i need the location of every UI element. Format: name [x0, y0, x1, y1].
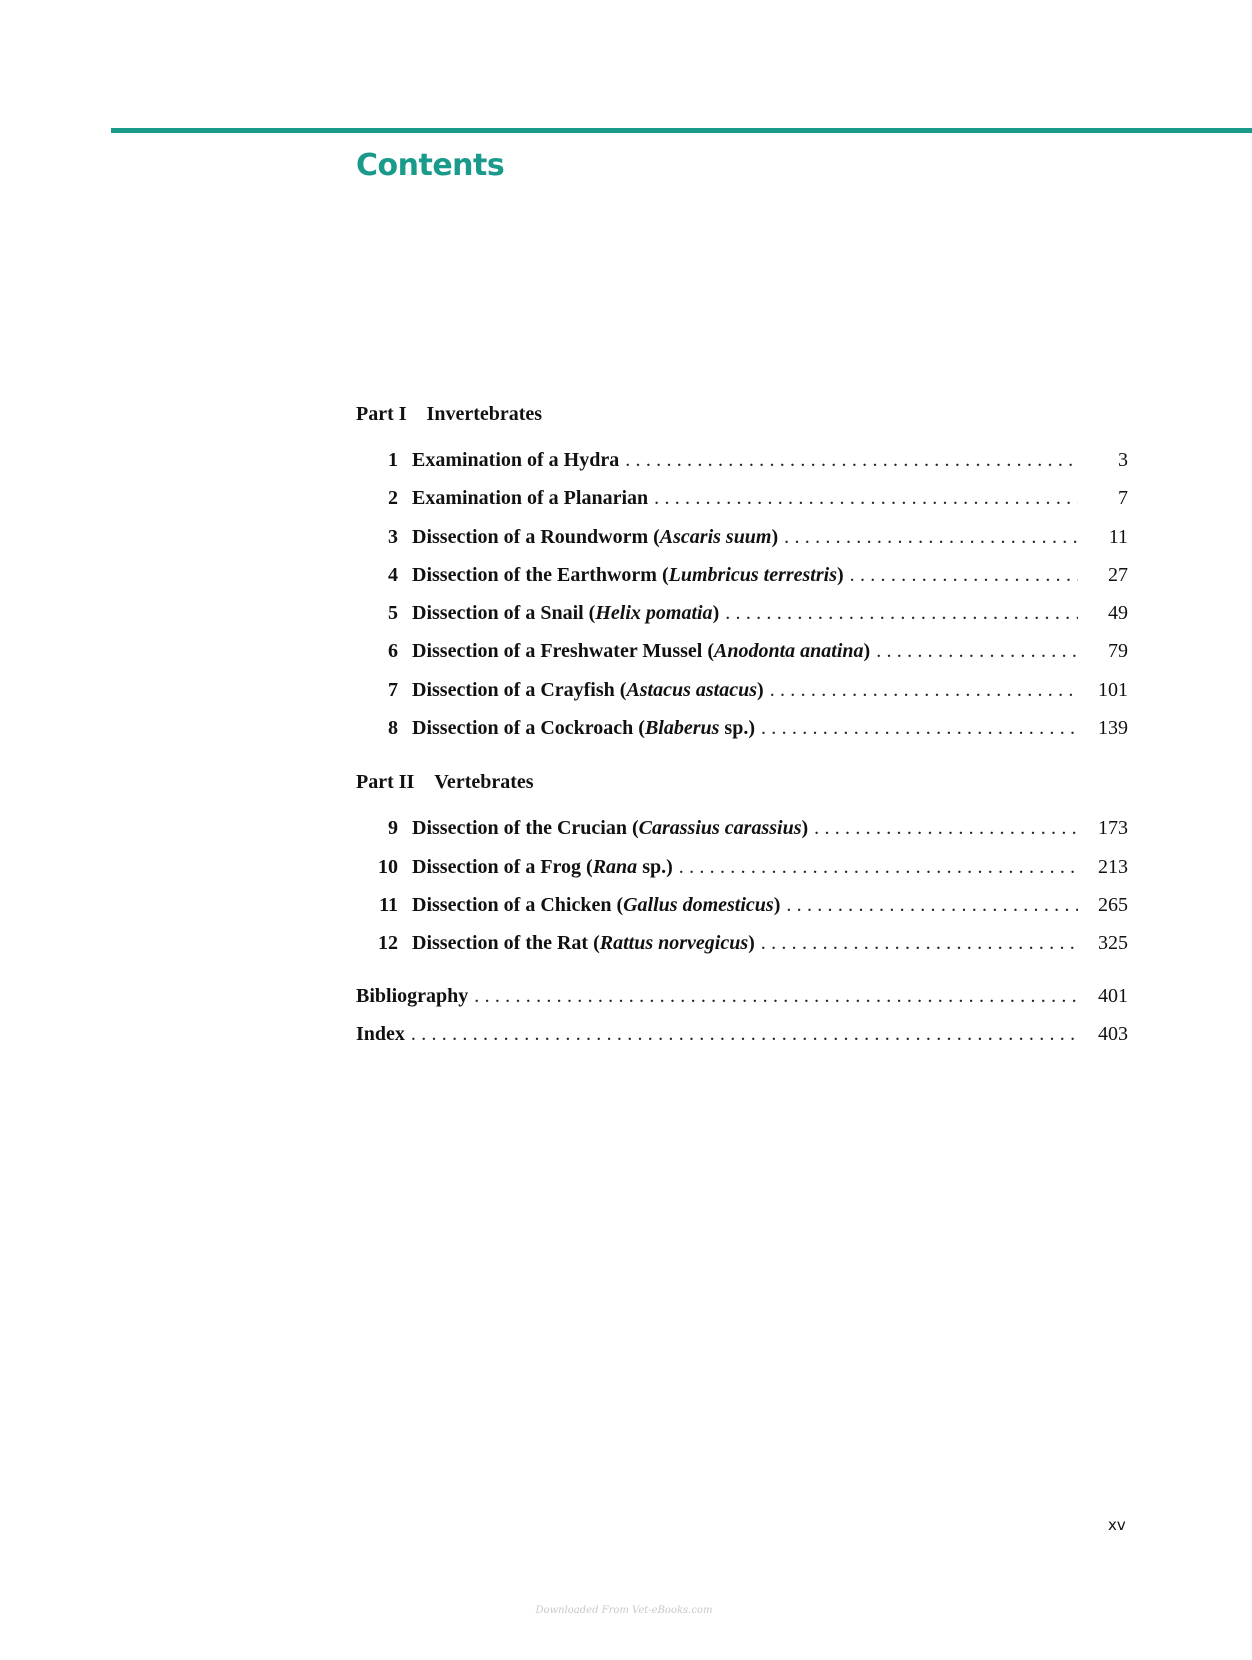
toc-entry-chapter-2[interactable] [356, 486, 1128, 524]
dot-leader [850, 563, 1078, 587]
chapter-number: 1 [388, 449, 398, 471]
page-number: 403 [1098, 1022, 1128, 1045]
chapter-title: Dissection of a Crayfish (Astacus astacus) [412, 678, 764, 701]
page-number: 27 [1108, 563, 1128, 586]
page-number: 79 [1108, 640, 1128, 663]
chapter-number: 9 [388, 817, 398, 840]
part-label: Part II [356, 771, 415, 794]
toc-entry-chapter-3[interactable] [356, 525, 1128, 563]
chapter-title: Examination of a Planarian [412, 487, 649, 510]
toc-entry-chapter-12[interactable] [356, 931, 1128, 969]
dot-leader [411, 1022, 1078, 1046]
page-number: 173 [1098, 817, 1128, 840]
part-name: Invertebrates [426, 403, 543, 425]
page-number: 101 [1098, 678, 1128, 701]
dot-leader [679, 855, 1078, 879]
entry-title: Index [356, 1022, 405, 1045]
part-heading [356, 768, 1128, 796]
entry-title: Bibliography [356, 984, 469, 1007]
dot-leader [770, 678, 1078, 702]
chapter-title: Dissection of a Cockroach (Blaberus sp.) [412, 717, 755, 740]
page-number: 213 [1098, 855, 1128, 878]
chapter-title: Dissection of a Freshwater Mussel (Anodonta anatina) [412, 640, 871, 663]
page-number: 265 [1098, 893, 1128, 916]
toc-entry-chapter-1[interactable] [356, 448, 1128, 486]
chapter-title: Examination of a Hydra [412, 449, 620, 471]
toc-entry-bibliography[interactable] [356, 984, 1128, 1022]
chapter-title: Dissection of a Roundworm (Ascaris suum) [412, 525, 779, 548]
toc-entry-chapter-8[interactable] [356, 716, 1128, 754]
toc-entry-chapter-9[interactable] [356, 816, 1128, 854]
chapter-title: Dissection of a Frog (Rana sp.) [412, 855, 673, 878]
chapter-number: 11 [379, 893, 398, 916]
chapter-number: 7 [388, 678, 398, 701]
header-rule [111, 128, 1252, 133]
part-name: Vertebrates [434, 771, 534, 794]
chapter-title: Dissection of the Earthworm (Lumbricus terrestris) [412, 563, 844, 586]
dot-leader [784, 525, 1078, 549]
dot-leader [814, 816, 1078, 840]
watermark: Downloaded From Vet-eBooks.com [535, 1605, 713, 1616]
page-number: 401 [1098, 984, 1128, 1007]
chapter-title: Dissection of a Snail (Helix pomatia) [412, 602, 720, 625]
dot-leader [786, 893, 1078, 917]
toc-entry-chapter-10[interactable] [356, 855, 1128, 893]
chapter-number: 2 [388, 487, 398, 510]
chapter-number: 3 [388, 525, 398, 548]
toc-entry-chapter-5[interactable] [356, 601, 1128, 639]
toc-entry-index[interactable] [356, 1022, 1128, 1060]
toc-entry-chapter-6[interactable] [356, 639, 1128, 677]
page-number: 49 [1108, 602, 1128, 625]
chapter-title: Dissection of the Crucian (Carassius carassius) [412, 817, 809, 840]
dot-leader [625, 448, 1078, 472]
dot-leader [876, 639, 1078, 663]
page-title: Contents [356, 148, 505, 183]
dot-leader [654, 486, 1078, 510]
chapter-title: Dissection of the Rat (Rattus norvegicus) [412, 932, 755, 955]
page-number: 139 [1098, 717, 1128, 740]
chapter-number: 10 [378, 855, 398, 878]
toc-entry-chapter-11[interactable] [356, 893, 1128, 931]
chapter-number: 12 [378, 932, 398, 955]
chapter-title: Dissection of a Chicken (Gallus domesticus) [412, 893, 781, 916]
chapter-number: 8 [388, 717, 398, 740]
page-number: 3 [1118, 449, 1128, 471]
chapter-number: 6 [388, 640, 398, 663]
table-of-contents [356, 400, 1128, 1060]
page-number: 325 [1098, 932, 1128, 955]
chapter-number: 5 [388, 602, 398, 625]
dot-leader [761, 931, 1078, 955]
part-vertebrates [356, 768, 1128, 969]
chapter-number: 4 [388, 563, 398, 586]
dot-leader [761, 716, 1078, 740]
part-heading [356, 400, 1128, 428]
folio: xv [1108, 1516, 1126, 1534]
back-matter [356, 984, 1128, 1061]
dot-leader [725, 601, 1078, 625]
page-number: 11 [1108, 525, 1128, 548]
toc-entry-chapter-7[interactable] [356, 678, 1128, 716]
part-invertebrates [356, 400, 1128, 754]
dot-leader [474, 984, 1078, 1008]
part-label: Part I [356, 403, 407, 425]
page-number: 7 [1118, 487, 1128, 510]
toc-entry-chapter-4[interactable] [356, 563, 1128, 601]
